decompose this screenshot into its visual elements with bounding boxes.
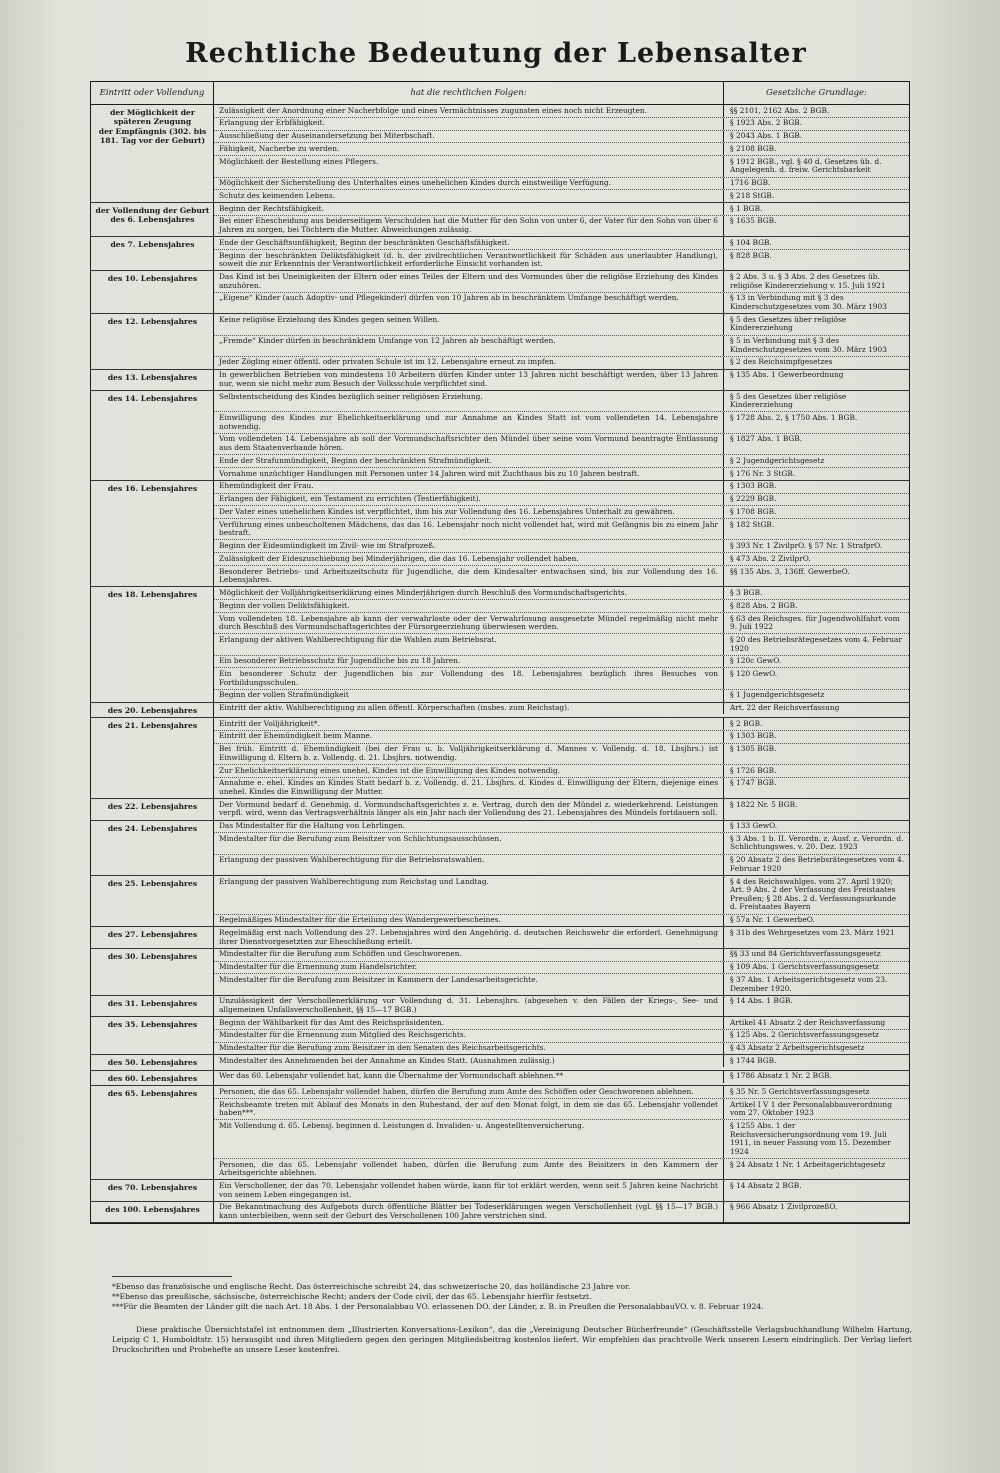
table-row (214, 799, 909, 819)
effect-cell: Der Vormund bedarf d. Genehmig. d. Vormundschaftsgerichtes z. e. Vertrag, durch den der Mündel z. wiederkehrend. Leistungen verpfl. wird, wenn das Vertragsverhältnis länger als ein Jahr nach der Vollendung des 21. Lebensjahres des Mündels fortdauern soll. (214, 799, 724, 819)
age-label: des 20. Lebensjahres (107, 705, 198, 715)
basis-cell: § 24 Absatz 1 Nr. 1 Arbeitsgerichtsgesetz (730, 1159, 886, 1169)
age-cell (91, 1086, 214, 1179)
basis-cell: § 125 Abs. 2 Gerichtsverfassungsgesetz (730, 1030, 879, 1040)
table-row (214, 519, 909, 540)
basis-cell: § 1 Jugendgerichtsgesetz (730, 690, 825, 700)
effect-rows (214, 1055, 909, 1069)
table-row (214, 357, 909, 369)
effect-cell: Selbstentscheidung des Kindes bezüglich seiner religiösen Erziehung. (214, 391, 724, 411)
table-row (214, 587, 909, 600)
basis-cell: § 2 Abs. 3 u. § 3 Abs. 2 des Gesetzes üb. religiöse Kindererziehung v. 15. Juli 1921 (730, 271, 886, 290)
age-cell (91, 703, 214, 717)
effect-cell: Schutz des keimenden Lebens. (214, 190, 724, 202)
age-label: des 16. Lebensjahres (107, 483, 198, 493)
header-age: Eintritt oder Vollendung (91, 82, 214, 104)
age-group (91, 271, 909, 314)
effect-rows (214, 1202, 909, 1222)
effect-cell: Beginn der Rechtsfähigkeit. (214, 203, 724, 215)
age-cell (91, 1017, 214, 1054)
basis-cell: § 828 Abs. 2 BGB. (730, 600, 798, 610)
basis-cell: § 120 GewO. (730, 669, 778, 679)
age-group (91, 996, 909, 1017)
effect-rows (214, 391, 909, 480)
effect-cell: Erlangung der passiven Wahlberechtigung zum Reichstag und Landtag. (214, 876, 724, 914)
table-row (214, 506, 909, 519)
table-row (214, 656, 909, 669)
basis-cell: § 3 Abs. 1 b. II. Verordn. z. Ausf. z. Verordn. d. Schlichtungswes. v. 20. Dez. 1923 (730, 833, 904, 852)
basis-cell: § 35 Nr. 5 Gerichtsverfassungsgesetz (730, 1086, 870, 1096)
table-row (214, 668, 909, 689)
effect-rows (214, 718, 909, 798)
effect-cell: Regelmäßig erst nach Vollendung des 27. Lebensjahres wird den Angehörig. d. deutschen Reichswehr die erforderl. Genehmigung ihrer Dienstvorgesetzten zur Eheschließung erteilt. (214, 927, 724, 947)
effect-cell: Mindestalter für die Berufung zum Schöffen und Geschworenen. (214, 949, 724, 961)
effect-cell: Jeder Zögling einer öffentl. oder privaten Schule ist im 12. Lebensjahre erneut zu impfen. (214, 357, 724, 369)
table-row (214, 1071, 909, 1083)
basis-cell: § 1827 Abs. 1 BGB. (730, 434, 803, 444)
effect-cell: Personen, die das 65. Lebensjahr vollendet haben, dürfen die Berufung zum Amte des Schöffen oder Geschworenen ablehnen. (214, 1086, 724, 1098)
age-label: des 18. Lebensjahres (107, 590, 198, 600)
effect-cell: „Fremde“ Kinder dürfen in beschränktem Umfange von 12 Jahren ab beschäftigt werden. (214, 336, 724, 356)
basis-cell: § 4 des Reichswahlges. vom 27. April 1920; Art. 9 Abs. 2 der Verfassung des Freistaates Preußen; § 28 Abs. 2 d. Verfassungsurkunde d. Freistaates Bayern (730, 876, 897, 912)
age-cell (91, 1202, 214, 1222)
effect-rows (214, 1086, 909, 1179)
table-row (214, 974, 909, 994)
table-row (214, 271, 909, 292)
effect-cell: Mindestalter für die Berufung zum Beisitzer in Kammern der Landesarbeitsgerichte. (214, 974, 724, 994)
page-title: Rechtliche Bedeutung der Lebensalter (185, 38, 807, 69)
effect-cell: Regelmäßiges Mindestalter für die Erteilung des Wandergewerbescheines. (214, 915, 724, 927)
table-row (214, 1120, 909, 1159)
age-group (91, 927, 909, 948)
effect-rows (214, 237, 909, 270)
age-group (91, 1180, 909, 1201)
table-row (214, 855, 909, 875)
age-label: des 24. Lebensjahres (107, 823, 198, 833)
table-row (214, 613, 909, 634)
effect-rows (214, 481, 909, 587)
effect-rows (214, 587, 909, 701)
footnote-rule (112, 1276, 232, 1277)
table-row (214, 718, 909, 731)
effect-cell: Ende der Geschäftsunfähigkeit, Beginn der beschränkten Geschäftsfähigkeit. (214, 237, 724, 249)
age-label: des 10. Lebensjahres (107, 274, 198, 284)
age-cell (91, 203, 214, 236)
basis-cell: § 135 Abs. 1 Gewerbeordnung (730, 370, 844, 380)
effect-cell: Mindestalter für die Ernennung zum Handelsrichter. (214, 962, 724, 974)
table-row (214, 833, 909, 854)
effect-cell: Beginn der vollen Deliktsfähigkeit. (214, 600, 724, 612)
table-row (214, 949, 909, 962)
effect-cell: Annahme e. ehel. Kindes an Kindes Statt bedarf b. z. Vollendg. d. 21. Lbsjhrs. d. Kindes d. Einwilligung der Eltern, diejenige eines unehel. Kindes die Einwilligung der Mutter. (214, 778, 724, 798)
basis-cell: § 63 des Reichsges. für Jugendwohlfahrt vom 9. Juli 1922 (730, 613, 900, 632)
effect-cell: Bei einer Ehescheidung aus beiderseitigem Verschulden hat die Mutter für den Sohn von unter 6, der Vater für den Sohn von über 6 Jahren zu sorgen, bei Töchtern die Mutter. Abweichungen zulässig. (214, 216, 724, 236)
table-row (214, 468, 909, 480)
table-row (214, 821, 909, 834)
table-row (214, 250, 909, 270)
basis-cell: § 37 Abs. 1 Arbeitsgerichtsgesetz vom 23. Dezember 1920. (730, 974, 888, 993)
effect-cell: Erlangen der Fähigkeit, ein Testament zu errichten (Testierfähigkeit). (214, 494, 724, 506)
basis-cell: § 5 des Gesetzes über religiöse Kindererziehung (730, 314, 847, 333)
age-group (91, 481, 909, 588)
effect-cell: Bei früh. Eintritt d. Ehemündigkeit (bei der Frau u. b. Volljährigkeitserklärung d. Mannes v. Vollendg. d. 18. Lbsjhrs.) ist Einwilligung d. Eltern b. z. Vollendg. d. 21. Lbsjhrs. notwendig. (214, 744, 724, 764)
age-cell (91, 370, 214, 390)
table-row (214, 131, 909, 144)
effect-cell: Reichsbeamte treten mit Ablauf des Monats in den Ruhestand, der auf den Monat folgt, in dem sie das 65. Lebensjahr vollendet haben***. (214, 1099, 724, 1119)
table-row (214, 293, 909, 313)
header-basis: Gesetzliche Grundlage: (766, 88, 867, 98)
age-label: der Empfängnis (302. bis 181. Tag vor der Geburt) (98, 126, 207, 146)
age-group (91, 314, 909, 370)
effect-cell: Mit Vollendung d. 65. Lebensj. beginnen d. Leistungen d. Invaliden- u. Angestelltenversicherung. (214, 1120, 724, 1158)
basis-cell: § 1822 Nr. 5 BGB. (730, 799, 798, 809)
age-cell (91, 927, 214, 947)
table-row (214, 778, 909, 798)
basis-cell: § 120c GewO. (730, 656, 782, 666)
age-group (91, 799, 909, 820)
effect-cell: Der Vater eines unehelichen Kindes ist verpflichtet, ihm bis zur Vollendung des 16. Lebensjahres Unterhalt zu gewähren. (214, 506, 724, 518)
effect-rows (214, 203, 909, 236)
age-group (91, 876, 909, 927)
effect-cell: Fähigkeit, Nacherbe zu werden. (214, 143, 724, 155)
effect-cell: Beginn der Eidesmündigkeit im Zivil- wie im Strafprozeß. (214, 540, 724, 552)
basis-cell: § 43 Absatz 2 Arbeitsgerichtsgesetz (730, 1043, 865, 1053)
age-group (91, 1071, 909, 1086)
basis-cell: § 1726 BGB. (730, 765, 777, 775)
age-cell (91, 587, 214, 701)
table-row (214, 927, 909, 947)
age-group (91, 718, 909, 799)
basis-cell: §§ 33 und 84 Gerichtsverfassungsgesetz (730, 949, 881, 959)
effect-rows (214, 370, 909, 390)
table-row (214, 143, 909, 156)
basis-cell: § 1747 BGB. (730, 778, 777, 788)
basis-cell: §§ 2101, 2162 Abs. 2 BGB. (730, 105, 830, 115)
age-group (91, 203, 909, 237)
age-label: des 30. Lebensjahres (107, 951, 198, 961)
age-group (91, 703, 909, 718)
effect-rows (214, 927, 909, 947)
effect-cell: Ehemündigkeit der Frau. (214, 481, 724, 493)
effect-cell: Unzulässigkeit der Verschollenerklärung vor Vollendung d. 31. Lebensjhrs. (abgesehen v. den Fällen der Kriegs-, See- und allgemeinen Unfallsverschollenheit, §§ 15—17 BGB.) (214, 996, 724, 1016)
age-group (91, 821, 909, 877)
basis-cell: § 133 GewO. (730, 821, 778, 831)
basis-cell: § 1728 Abs. 2, § 1750 Abs. 1 BGB. (730, 413, 858, 422)
basis-cell: § 14 Abs. 1 BGB. (730, 996, 793, 1006)
age-cell (91, 481, 214, 587)
table-row (214, 190, 909, 202)
basis-cell: § 2 Jugendgerichtsgesetz (730, 455, 825, 465)
basis-cell: Artikel 41 Absatz 2 der Reichsverfassung (730, 1017, 886, 1027)
table-row (214, 962, 909, 975)
table-row (214, 915, 909, 927)
age-group (91, 105, 909, 203)
table-row (214, 336, 909, 357)
age-label: des 7. Lebensjahres (110, 240, 195, 250)
age-group (91, 1086, 909, 1180)
effect-cell: Erlangung der aktiven Wahlberechtigung für die Wahlen zum Betriebsrat. (214, 634, 724, 654)
table-row (214, 118, 909, 131)
effect-cell: Eintritt der Volljährigkeit*. (214, 718, 724, 730)
table-row (214, 553, 909, 566)
effect-cell: Ein Verschollener, der das 70. Lebensjahr vollendet haben würde, kann für tot erklärt werden, wenn seit 5 Jahren keine Nachricht von seinem Leben eingegangen ist. (214, 1180, 724, 1200)
basis-cell: § 2 des Reichsimpfgesetzes (730, 357, 833, 367)
table-body (91, 105, 909, 1223)
age-cell (91, 1180, 214, 1200)
effect-cell: Das Kind ist bei Uneinigkeiten der Eltern oder eines Teiles der Eltern und des Vormundes über die religiöse Erziehung des Kindes anzuhören. (214, 271, 724, 291)
basis-cell: § 966 Absatz 1 ZivilprozeßO. (730, 1202, 838, 1212)
basis-cell: § 14 Absatz 2 BGB. (730, 1180, 802, 1190)
effect-cell: Zulässigkeit der Eideszuschiebung bei Minderjährigen, die das 16. Lebensjahr vollendet haben. (214, 553, 724, 565)
age-cell (91, 271, 214, 313)
age-cell (91, 314, 214, 369)
table-row (214, 1099, 909, 1120)
table-row (214, 314, 909, 335)
age-label: des 50. Lebensjahres (107, 1058, 198, 1068)
effect-cell: Mindestalter für die Berufung zum Beisitzer von Schlichtungsausschüssen. (214, 833, 724, 853)
table-row (214, 370, 909, 390)
age-cell (91, 1071, 214, 1085)
table-row (214, 237, 909, 250)
effect-cell: Mindestalter des Annehmenden bei der Annahme an Kindes Statt. (Ausnahmen zulässig.) (214, 1055, 724, 1067)
effect-cell: Zur Ehelichkeitserklärung eines unehel. Kindes ist die Einwilligung des Kindes notwendig. (214, 765, 724, 777)
age-cell (91, 391, 214, 480)
table-row (214, 1043, 909, 1055)
effect-cell: Zulässigkeit der Anordnung einer Nacherbfolge und eines Vermächtnisses zugunsten eines noch nicht Erzeugten. (214, 105, 724, 117)
basis-cell: § 1912 BGB., vgl. § 40 d. Gesetzes üb. d. Angelegenh. d. freiw. Gerichtsbarkeit (730, 156, 882, 175)
effect-rows (214, 1017, 909, 1054)
age-group (91, 237, 909, 271)
effect-cell: Die Bekanntmachung des Aufgebots durch öffentliche Blätter bei Todeserklärungen wegen Verschollenheit (vgl. §§ 15—17 BGB.) kann unterbleiben, wenn seit der Geburt des Verschollenen 100 Jahre verstrichen sind. (214, 1202, 724, 1222)
effect-cell: Das Mindestalter für die Haltung von Lehrlingen. (214, 821, 724, 833)
basis-cell: § 1744 BGB. (730, 1056, 777, 1065)
effect-cell: Mindestalter für die Berufung zum Beisitzer in den Senaten des Reichsarbeitsgerichts. (214, 1043, 724, 1055)
basis-cell: § 31b des Wehrgesetzes vom 23. März 1921 (730, 927, 895, 937)
age-cell (91, 237, 214, 270)
effect-cell: Erlangung der Erbfähigkeit. (214, 118, 724, 130)
age-law-table (90, 81, 910, 1224)
basis-cell: § 13 in Verbindung mit § 3 des Kinderschutzgesetzes vom 30. März 1903 (730, 293, 887, 311)
effect-rows (214, 105, 909, 202)
age-cell (91, 876, 214, 926)
basis-cell: § 393 Nr. 1 ZivilprO. § 57 Nr. 1 StrafprO. (730, 541, 883, 551)
age-label: des 6. Lebensjahres (110, 215, 195, 225)
basis-cell: § 3 BGB. (730, 587, 763, 597)
effect-rows (214, 703, 909, 717)
age-label: des 14. Lebensjahres (107, 394, 198, 404)
table-row (214, 765, 909, 778)
table-row (214, 391, 909, 412)
effect-cell: Verführung eines unbescholtenen Mädchens, das das 16. Lebensjahr noch nicht vollendet hat, wird mit Gefängnis bis zu einem Jahr bestraft. (214, 519, 724, 539)
age-label: der Vollendung der Geburt (95, 206, 210, 216)
age-label: des 60. Lebensjahres (107, 1073, 198, 1083)
basis-cell: § 182 StGB. (730, 519, 775, 529)
basis-cell: § 20 des Betriebsrätegesetzes vom 4. Februar 1920 (730, 634, 902, 653)
effect-cell: Ende der Strafunmündigkeit, Beginn der beschränkten Strafmündigkeit. (214, 455, 724, 467)
age-group (91, 391, 909, 481)
basis-cell: § 176 Nr. 3 StGB. (730, 468, 796, 478)
effect-rows (214, 821, 909, 876)
table-header (91, 82, 909, 105)
table-row (214, 156, 909, 177)
footnote: ***Für die Beamten der Länder gilt die nach Art. 18 Abs. 1 der Personalabbau VO. erlassenen DO. der Länder, z. B. in Preußen die PersonalabbauVO. v. 8. Februar 1924. (112, 1301, 764, 1311)
basis-cell: § 473 Abs. 2 ZivilprO. (730, 553, 811, 563)
footnote: **Ebenso das preußische, sächsische, österreichische Recht; anders der Code civil, der das 65. Lebensjahr hierfür festsetzt. (112, 1291, 592, 1301)
age-group (91, 370, 909, 391)
effect-cell: Keine religiöse Erziehung des Kindes gegen seinen Willen. (214, 314, 724, 334)
basis-cell: 1716 BGB. (730, 178, 771, 188)
effect-cell: Beginn der Wählbarkeit für das Amt des Reichspräsidenten. (214, 1017, 724, 1029)
basis-cell: § 57a Nr. 1 GewerbeO. (730, 915, 815, 925)
effect-rows (214, 799, 909, 819)
age-label: des 31. Lebensjahres (107, 998, 198, 1008)
table-row (214, 1180, 909, 1200)
effect-cell: Vom vollendeten 14. Lebensjahre ab soll der Vormundschaftsrichter den Mündel über seine vom Vormund beantragte Entlassung aus dem Staatenverbande hören. (214, 434, 724, 454)
table-row (214, 540, 909, 553)
basis-cell: § 2108 BGB. (730, 143, 777, 153)
basis-cell: § 1255 Abs. 1 der Reichsversicherungsordnung vom 19. Juli 1911, in neuer Fassung vom 15. Dezember 1924 (730, 1120, 891, 1156)
basis-cell: § 5 in Verbindung mit § 3 des Kinderschutzgesetzes vom 30. März 1903 (730, 336, 887, 354)
effect-cell: Einwilligung des Kindes zur Ehelichkeitserklärung und zur Annahme an Kindes Statt ist vom vollendeten 14. Lebensjahre notwendig. (214, 412, 724, 432)
basis-cell: § 218 StGB. (730, 190, 775, 200)
basis-cell: § 1303 BGB. (730, 481, 777, 491)
effect-rows (214, 876, 909, 926)
effect-cell: Besonderer Betriebs- und Arbeitszeitschutz für Jugendliche, die dem Kindesalter entwachsen sind, bis zur Vollendung des 16. Lebensjahres. (214, 566, 724, 586)
age-label: des 27. Lebensjahres (107, 930, 198, 940)
age-group (91, 587, 909, 702)
footnote: *Ebenso das französische und englische Recht. Das österreichische schreibt 24, das schweizerische 20, das holländische 23 Jahre vor. (112, 1282, 631, 1291)
effect-rows (214, 1180, 909, 1200)
effect-rows (214, 996, 909, 1016)
basis-cell: § 1303 BGB. (730, 731, 777, 741)
age-label: des 65. Lebensjahres (107, 1089, 198, 1099)
table-row (214, 1159, 909, 1179)
effect-cell: Ein besonderer Schutz der Jugendlichen bis zur Vollendung des 18. Lebensjahres bezüglich ihres Besuches von Fortbildungsschulen. (214, 668, 724, 688)
table-row (214, 1086, 909, 1099)
effect-cell: Ein besonderer Betriebsschutz für Jugendliche bis zu 18 Jahren. (214, 656, 724, 668)
age-label: des 35. Lebensjahres (107, 1020, 198, 1030)
effect-cell: Ausschließung der Auseinandersetzung bei Miterbschaft. (214, 131, 724, 143)
age-label: des 25. Lebensjahres (107, 879, 198, 889)
basis-cell: § 104 BGB. (730, 237, 772, 247)
basis-cell: § 2229 BGB. (730, 494, 777, 504)
effect-cell: Personen, die das 65. Lebensjahr vollendet haben, dürfen die Berufung zum Amte des Beisitzers in den Kammern der Arbeitsgerichte ablehnen. (214, 1159, 724, 1179)
table-row (214, 1017, 909, 1030)
basis-cell: § 1305 BGB. (730, 744, 777, 754)
age-label: des 12. Lebensjahres (107, 317, 198, 327)
age-cell (91, 996, 214, 1016)
age-label: des 70. Lebensjahres (107, 1183, 198, 1193)
effect-cell: „Eigene“ Kinder (auch Adoptiv- und Pflegekinder) dürfen von 10 Jahren ab in beschränktem Umfange beschäftigt werden. (214, 293, 724, 313)
effect-cell: Mindestalter für die Ernennung zum Mitglied des Reichsgerichts. (214, 1030, 724, 1042)
effect-rows (214, 949, 909, 995)
basis-cell: § 109 Abs. 1 Gerichtsverfassungsgesetz (730, 962, 879, 972)
effect-cell: Wer das 60. Lebensjahr vollendet hat, kann die Übernahme der Vormundschaft ablehnen.** (214, 1071, 724, 1083)
age-cell (91, 949, 214, 995)
table-row (214, 566, 909, 586)
table-row (214, 455, 909, 468)
table-row (214, 690, 909, 702)
basis-cell: Artikel I V 1 der Personalabbauverordnung vom 27. Oktober 1923 (730, 1099, 892, 1118)
age-cell (91, 105, 214, 202)
effect-cell: Vom vollendeten 18. Lebensjahre ab kann der verwahrloste oder der Verwahrlosung ausgesetzte Mündel regelmäßig nicht mehr durch Beschluß des Vormundschaftsgerichtes der Fürsorgeerziehung überwiesen werden. (214, 613, 724, 633)
age-cell (91, 821, 214, 876)
effect-cell: Eintritt der aktiv. Wahlberechtigung zu allen öffentl. Körperschaften (insbes. zum Reichstag). (214, 703, 724, 715)
basis-cell: § 1923 Abs. 2 BGB. (730, 118, 803, 128)
basis-cell: § 1 BGB. (730, 203, 763, 213)
age-group (91, 1055, 909, 1070)
table-row (214, 600, 909, 613)
basis-cell: § 828 BGB. (730, 250, 772, 260)
basis-cell: § 1786 Absatz 1 Nr. 2 BGB. (730, 1071, 832, 1081)
table-row (214, 876, 909, 915)
basis-cell: § 1708 BGB. (730, 506, 777, 516)
table-row (214, 434, 909, 455)
age-label: der Möglichkeit der späteren Zeugung (110, 108, 195, 127)
age-label: des 13. Lebensjahres (107, 372, 198, 382)
table-row (214, 494, 909, 507)
basis-cell: § 20 Absatz 2 des Betriebsrätegesetzes vom 4. Februar 1920 (730, 855, 905, 873)
table-row (214, 105, 909, 118)
table-row (214, 1202, 909, 1222)
effect-cell: Möglichkeit der Sicherstellung des Unterhaltes eines unehelichen Kindes durch einstweilige Verfügung. (214, 178, 724, 190)
table-row (214, 412, 909, 433)
age-label: des 100. Lebensjahres (105, 1204, 200, 1214)
effect-cell: Vornahme unzüchtiger Handlungen mit Personen unter 14 Jahren wird mit Zuchthaus bis zu 10 Jahren bestraft. (214, 468, 724, 480)
basis-cell: § 1635 BGB. (730, 216, 777, 226)
table-row (214, 744, 909, 765)
header-effects: hat die rechtlichen Folgen: (214, 82, 724, 104)
table-row (214, 203, 909, 216)
table-row (214, 1030, 909, 1043)
age-label: des 22. Lebensjahres (107, 802, 198, 812)
basis-cell: Art. 22 der Reichsverfassung (730, 703, 840, 713)
age-group (91, 1017, 909, 1055)
basis-cell: § 2 BGB. (730, 718, 763, 728)
effect-cell: Beginn der beschränkten Deliktsfähigkeit (d. h. der zivilrechtlichen Verantwortlichkeit für Schäden aus unerlaubter Handlung), soweit die zur Erkenntnis der Verantwortlichkeit erforderliche Einsicht vorhanden ist. (214, 250, 724, 270)
footnotes (112, 1282, 912, 1355)
table-row (214, 178, 909, 191)
basis-cell: §§ 135 Abs. 3, 136ff. GewerbeO. (730, 566, 850, 576)
effect-cell: In gewerblichen Betrieben von mindestens 10 Arbeitern dürfen Kinder unter 13 Jahren nicht beschäftigt werden, über 13 Jahren nur, wenn sie nicht mehr zum Besuch der Volksschule verpflichtet sind. (214, 370, 724, 390)
table-row (214, 216, 909, 236)
effect-cell: Beginn der vollen Strafmündigkeit (214, 690, 724, 702)
table-row (214, 703, 909, 715)
effect-cell: Erlangung der passiven Wahlberechtigung für die Betriebsratswahlen. (214, 855, 724, 875)
basis-cell: § 5 des Gesetzes über religiöse Kindererziehung (730, 391, 847, 410)
effect-rows (214, 1071, 909, 1085)
effect-cell: Möglichkeit der Bestellung eines Pflegers. (214, 156, 724, 176)
table-row (214, 996, 909, 1016)
effect-rows (214, 271, 909, 313)
effect-rows (214, 314, 909, 369)
table-row (214, 481, 909, 494)
age-cell (91, 1055, 214, 1069)
effect-cell: Möglichkeit der Volljährigkeitserklärung eines Minderjährigen durch Beschluß des Vormundschaftsgerichts. (214, 587, 724, 599)
age-cell (91, 718, 214, 798)
table-row (214, 731, 909, 744)
table-row (214, 634, 909, 655)
source-note: Diese praktische Übersichtstafel ist entnommen dem „Illustrierten Konversations-Lexikon“, das die „Vereinigung Deutscher Bücherfreunde“ (Geschäftsstelle Verlagsbuchhandlung Wilhelm Hartung, Leipzig C 1, Humboldtstr. 15) herausgibt und ihren Mitgliedern gegen den geringen Mitgliedsbeitrag kostenlos liefert. Wir empfehlen das prachtvolle Werk unseren Lesern eindringlich. Der Verlag liefert Druckschriften und Probehefte an unsere Leser kostenfrei. (112, 1325, 912, 1354)
age-group (91, 1202, 909, 1223)
age-label: des 21. Lebensjahres (107, 721, 198, 731)
basis-cell: § 2043 Abs. 1 BGB. (730, 131, 803, 141)
table-row (214, 1055, 909, 1067)
age-cell (91, 799, 214, 819)
effect-cell: Eintritt der Ehemündigkeit beim Manne. (214, 731, 724, 743)
age-group (91, 949, 909, 996)
